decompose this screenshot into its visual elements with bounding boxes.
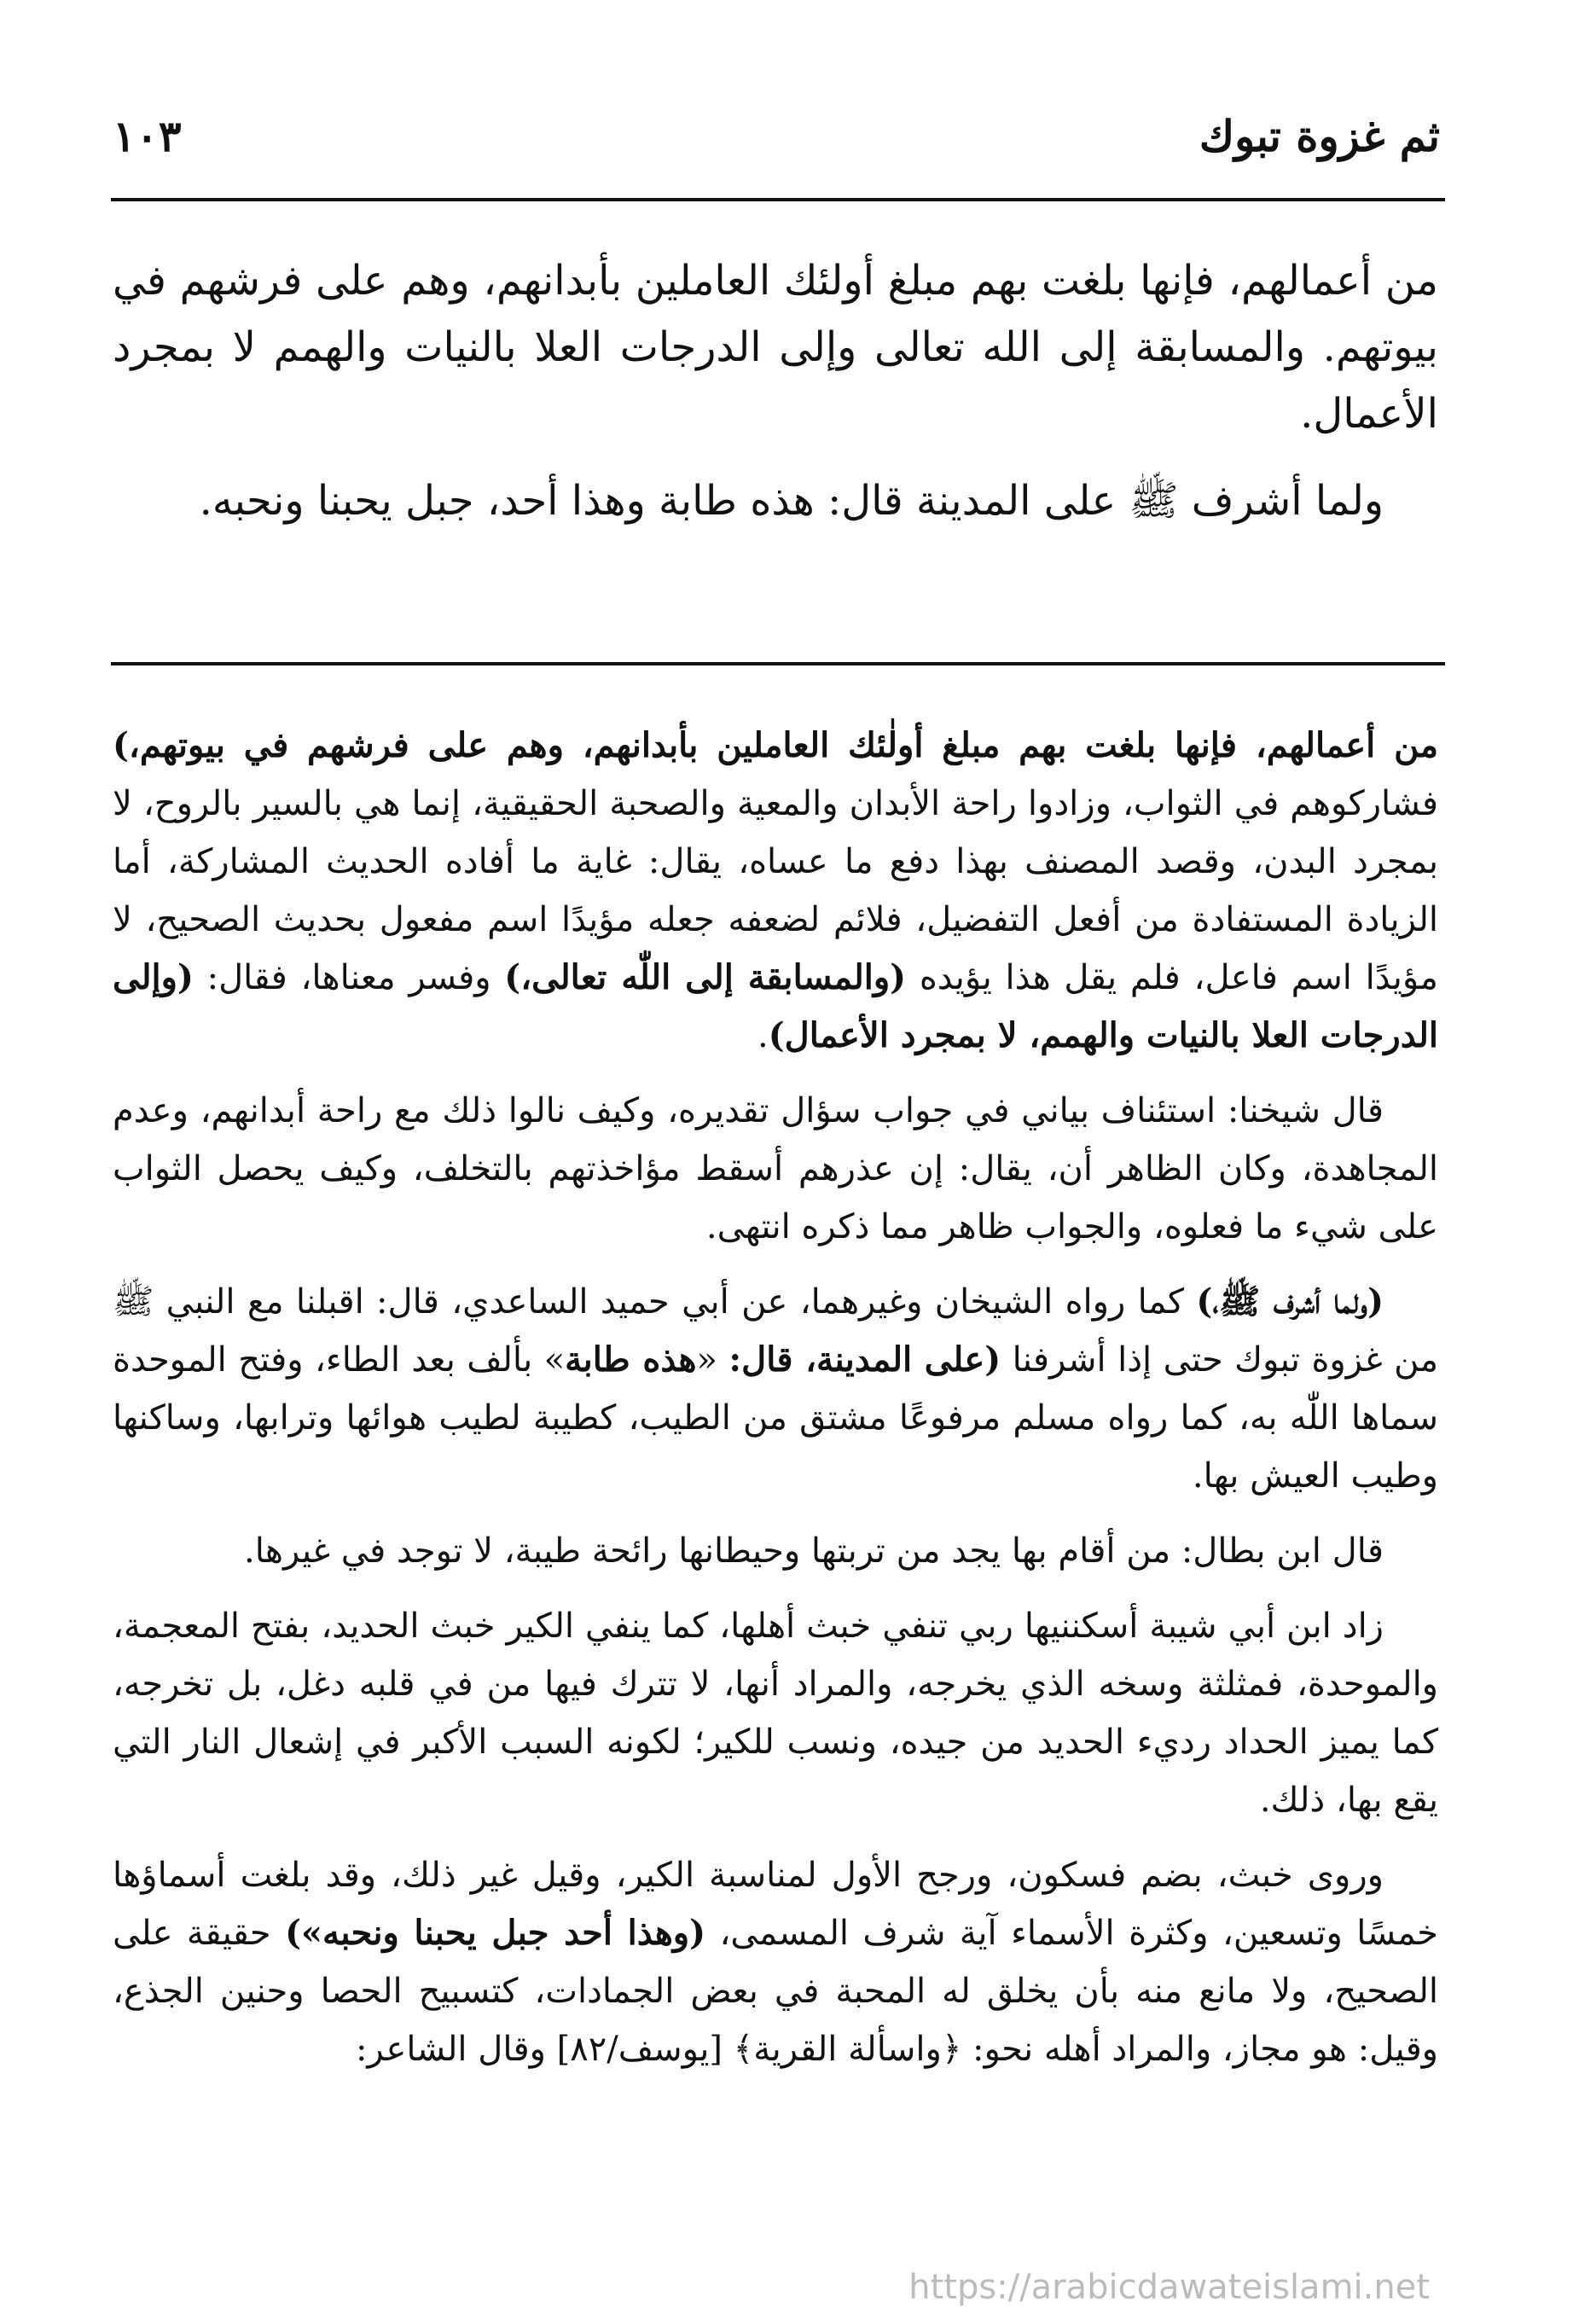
commentary-text-run: وروى خبث، بضم فسكون، ورجح الأول لمناسبة الكير، وقيل غير ذلك، وقد بلغت أسماؤها خمسًا وتسعين، وكثرة الأسماء آية شرف المسمى، bbox=[113, 1856, 1439, 1953]
page-number: ١٠٣ bbox=[113, 111, 182, 161]
quoted-text: هذه طابة bbox=[565, 1339, 697, 1380]
commentary-text-run: كما رواه الشيخان وغيرهما، عن أبي حميد الساعدي، قال: اقبلنا مع النبي ﷺ من غزوة تبوك حتى إذا أشرفنا bbox=[113, 1282, 1439, 1380]
quoted-text: (وإلى الدرجات العلا بالنيات والهمم، لا بمجرد الأعمال) bbox=[113, 957, 1438, 1055]
commentary-text bbox=[113, 717, 1438, 2095]
commentary-separator-rule bbox=[111, 662, 1445, 665]
commentary-paragraph-3 bbox=[113, 1273, 1438, 1505]
quoted-text: من أعمالهم، فإنها بلغت بهم مبلغ أولٰئك العاملين بأبدانهم، وهم على فرشهم في بيوتهم،) bbox=[113, 725, 1438, 765]
main-text-paragraph-2: ولما أشرف ﷺ على المدينة قال: هذه طابة وهذا أحد، جبل يحبنا ونحبه. bbox=[199, 477, 1384, 525]
commentary-paragraph-2: قال شيخنا: استئناف بياني في جواب سؤال تقديره، وكيف نالوا ذلك مع راحة أبدانهم، وعدم المجاهدة، وكان الظاهر أن، يقال: إن عذرهم أسقط مؤاخذتهم بالتخلف، وكيف يحصل الثواب على شيء ما فعلوه، والجواب ظاهر مما ذكره انتهى. bbox=[113, 1091, 1438, 1246]
quoted-text: (ولما أشرف ﷺ،) bbox=[1196, 1281, 1384, 1322]
quoted-text: (على المدينة، قال: bbox=[728, 1339, 1001, 1380]
header-rule bbox=[111, 198, 1445, 201]
page-header bbox=[113, 111, 1440, 171]
commentary-text-run: . bbox=[757, 1016, 769, 1055]
commentary-paragraph-5: زاد ابن أبي شيبة أسكننيها ربي تنفي خبث أهلها، كما ينفي الكير خبث الحديد، بفتح المعجمة، والموحدة، فمثلثة وسخه الذي يخرجه، والمراد أنها، لا تترك فيها من في قلبه دغل، بل تخرجه، كما يميز الحداد رديء الحديد من جيده، ونسب للكير؛ لكونه السبب الأكبر في إشعال النار التي يقع بها، ذلك. bbox=[113, 1606, 1438, 1820]
commentary-text-run: فشاركوهم في الثواب، وزادوا راحة الأبدان والمعية والصحبة الحقيقية، إنما هي بالسير بالروح، لا بمجرد البدن، وقصد المصنف بهذا دفع ما عساه، يقال: غاية ما أفاده الحديث المشاركة، أما الزيادة المستفادة من أفعل التفضيل، فلائم لضعفه جعله مؤيدًا اسم مفعول بحديث الصحيح، لا مؤيدًا اسم فاعل، فلم يقل هذا يؤيده bbox=[113, 784, 1438, 997]
commentary-paragraph-1 bbox=[113, 717, 1438, 1065]
watermark-url: https://arabicdawateislami.net bbox=[908, 2268, 1430, 2307]
commentary-paragraph-4: قال ابن بطال: من أقام بها يجد من تربتها وحيطانها رائحة طيبة، لا توجد في غيرها. bbox=[243, 1531, 1384, 1571]
commentary-text-run: حقيقة على الصحيح، ولا مانع منه بأن يخلق له المحبة في بعض الجمادات، كتسبيح الحصا وحنين الجذع، وقيل: هو مجاز، والمراد أهله نحو: ﴿واسألة القرية﴾ [يوسف/٨٢] وقال الشاعر: bbox=[113, 1914, 1438, 2069]
running-title: ثم غزوة تبوك bbox=[1199, 111, 1440, 161]
quoted-text: (وهذا أحد جبل يحبنا ونحبه») bbox=[285, 1913, 706, 1953]
commentary-text-run: وفسر معناها، فقال: bbox=[193, 958, 505, 997]
quoted-text: (والمسابقة إلى اللّٰه تعالى،) bbox=[504, 957, 907, 997]
commentary-text-run: » بألف بعد الطاء، وفتح الموحدة سماها اللّٰه به، كما رواه مسلم مرفوعًا مشتق من الطيب، كطيبة لطيب هوائها وترابها، وساكنها وطيب العيش بها. bbox=[113, 1340, 1438, 1496]
commentary-paragraph-6 bbox=[113, 1846, 1438, 2078]
commentary-text-run: « bbox=[696, 1340, 729, 1380]
main-text-paragraph-1: من أعمالهم، فإنها بلغت بهم مبلغ أولئك العاملين بأبدانهم، وهم على فرشهم في بيوتهم. والمسابقة إلى الله تعالى وإلى الدرجات العلا بالنيات والهمم لا بمجرد الأعمال. bbox=[113, 257, 1439, 438]
main-text bbox=[113, 247, 1438, 555]
